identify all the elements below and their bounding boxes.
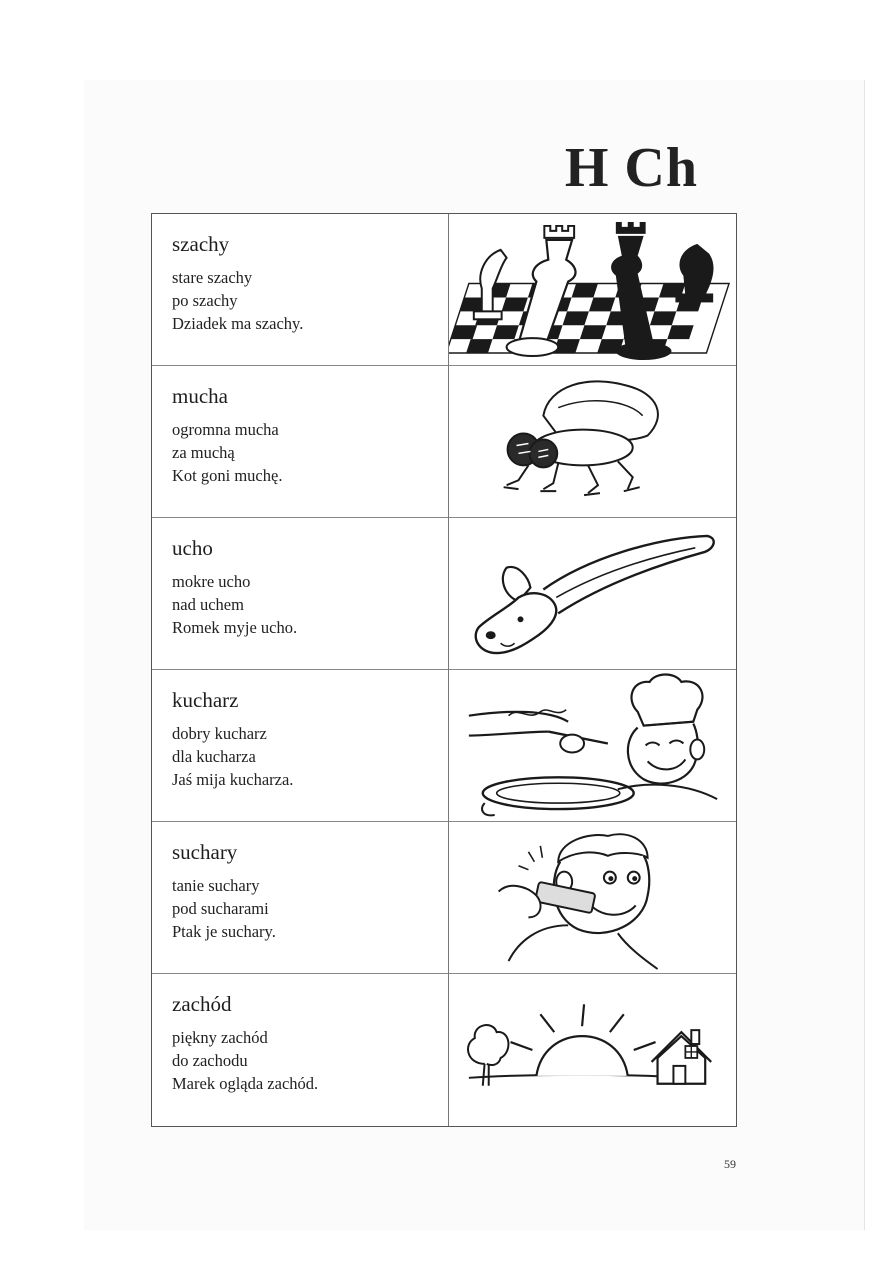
- word-cell: [152, 366, 449, 518]
- phrase: po szachy: [172, 291, 238, 310]
- sunset-icon: [449, 974, 736, 1126]
- picture-cell: [449, 670, 736, 822]
- word-cell: [152, 974, 449, 1126]
- word: szachy: [172, 232, 230, 256]
- sentence: Dziadek ma szachy.: [172, 314, 304, 333]
- word: kucharz: [172, 688, 239, 712]
- word-cell: [152, 518, 449, 670]
- phrase: nad uchem: [172, 595, 244, 614]
- fly-icon: [449, 366, 736, 517]
- word-cell: [152, 670, 449, 822]
- word: suchary: [172, 840, 238, 864]
- page-title: H Ch: [564, 137, 698, 199]
- rabbit-ear-icon: [449, 518, 736, 669]
- picture-cell: [449, 822, 736, 974]
- picture-cell: [449, 974, 736, 1126]
- phrase: do zachodu: [172, 1051, 248, 1070]
- word: mucha: [172, 384, 228, 408]
- picture-cell: [449, 214, 736, 366]
- phrase: dobry kucharz: [172, 724, 267, 743]
- phrase: dla kucharza: [172, 747, 256, 766]
- sentence: Kot goni muchę.: [172, 466, 283, 485]
- word: ucho: [172, 536, 213, 560]
- phrase: ogromna mucha: [172, 420, 279, 439]
- word-cell: [152, 822, 449, 974]
- boy-eating-icon: [449, 822, 736, 973]
- phrase: tanie suchary: [172, 876, 260, 895]
- phrase: piękny zachód: [172, 1028, 268, 1047]
- word-cell: [152, 214, 449, 366]
- phrase: za muchą: [172, 443, 235, 462]
- phrase: stare szachy: [172, 268, 253, 287]
- word-table: [151, 213, 737, 1127]
- phrase: mokre ucho: [172, 572, 251, 591]
- sentence: Romek myje ucho.: [172, 618, 298, 637]
- phrase: pod sucharami: [172, 899, 269, 918]
- sentence: Jaś mija kucharza.: [172, 770, 294, 789]
- cook-icon: [449, 670, 736, 821]
- sentence: Ptak je suchary.: [172, 922, 276, 941]
- word: zachód: [172, 992, 232, 1016]
- chess-icon: [449, 214, 736, 365]
- sentence: Marek ogląda zachód.: [172, 1074, 319, 1093]
- picture-cell: [449, 518, 736, 670]
- picture-cell: [449, 366, 736, 518]
- page-number: 59: [724, 1157, 736, 1171]
